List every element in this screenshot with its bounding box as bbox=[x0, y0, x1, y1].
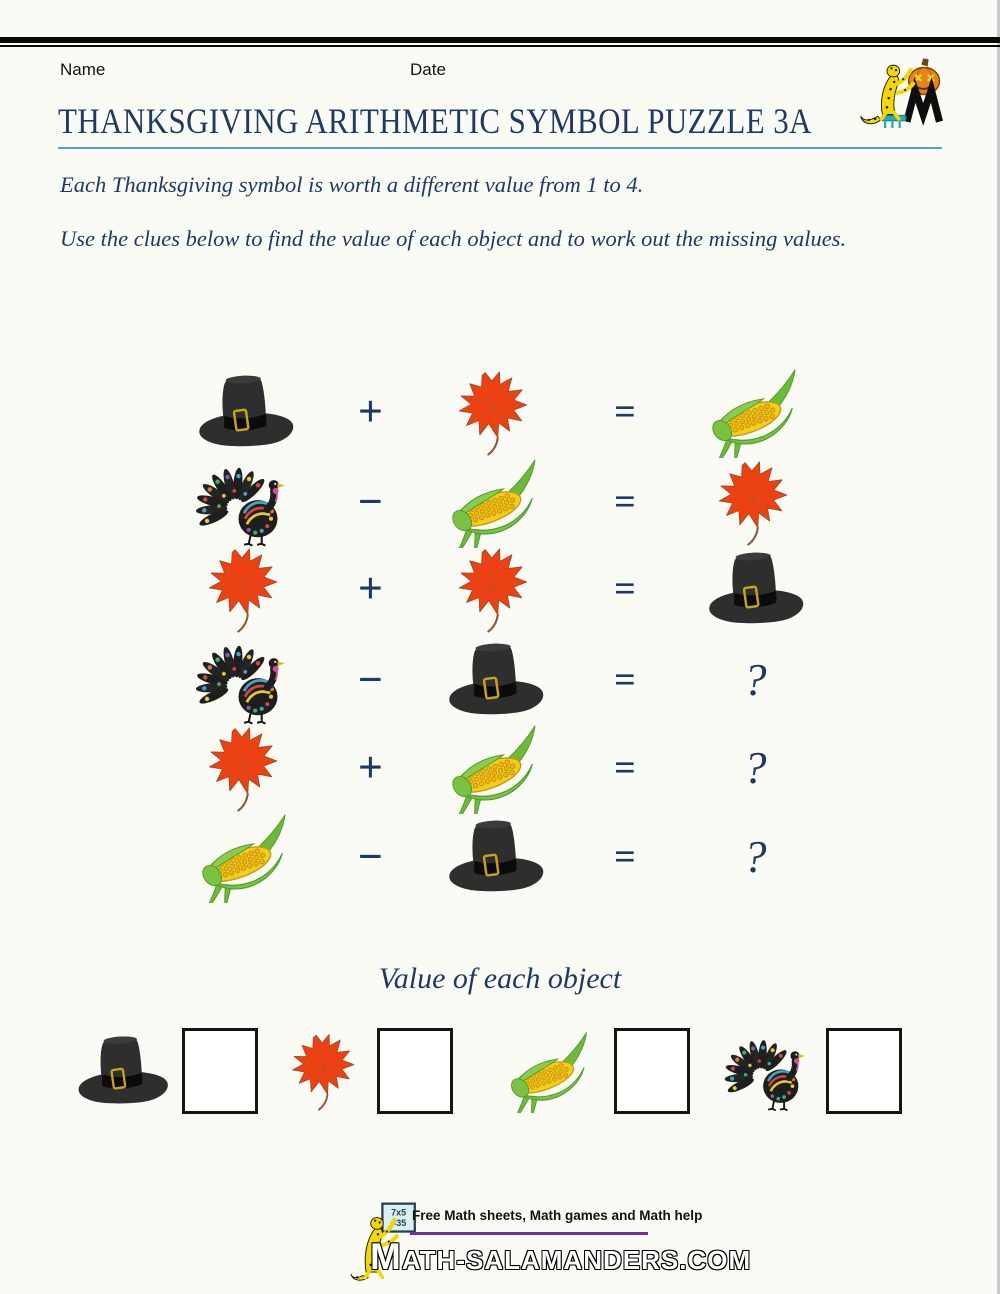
left-operand bbox=[198, 545, 292, 633]
math-salamanders-pumpkin-logo bbox=[858, 56, 944, 134]
pilgrim-hat-icon bbox=[192, 372, 298, 452]
pilgrim-hat-icon bbox=[72, 1033, 172, 1109]
operator-sign: − bbox=[356, 832, 384, 881]
operator-cell bbox=[356, 832, 384, 881]
site-name-rest: ATH-SALAMANDERS.COM bbox=[401, 1245, 752, 1275]
site-name-initial: M bbox=[370, 1236, 402, 1277]
left-operand bbox=[192, 372, 298, 452]
equals-cell bbox=[614, 749, 636, 787]
result-cell bbox=[696, 366, 814, 458]
equals-sign: = bbox=[614, 836, 636, 878]
operator-sign: + bbox=[357, 743, 383, 792]
result-cell bbox=[743, 654, 767, 705]
operator-sign: − bbox=[356, 655, 384, 704]
top-border-thin bbox=[0, 45, 1000, 47]
equals-cell bbox=[614, 483, 636, 521]
maple-leaf-icon bbox=[198, 545, 292, 633]
value-item-corn bbox=[496, 1028, 690, 1114]
value-section-title: Value of each object bbox=[378, 962, 622, 995]
equals-sign: = bbox=[614, 391, 636, 433]
value-item-maple-leaf bbox=[283, 1028, 453, 1114]
right-operand bbox=[448, 368, 542, 456]
instructions bbox=[60, 168, 860, 276]
title-underline bbox=[58, 147, 942, 149]
left-operand bbox=[186, 811, 304, 903]
equation-row-1 bbox=[170, 366, 830, 455]
value-answer-row bbox=[0, 1028, 1000, 1133]
question-mark: ? bbox=[743, 742, 767, 793]
turkey-icon bbox=[722, 1028, 816, 1114]
instruction-line-2: Use the clues below to find the value of each object and to work out the missing values. bbox=[60, 226, 847, 251]
site-name bbox=[370, 1236, 751, 1278]
value-item-pilgrim-hat bbox=[72, 1028, 258, 1114]
corn-icon bbox=[696, 366, 814, 458]
turkey-icon bbox=[193, 455, 297, 549]
result-cell bbox=[743, 742, 767, 793]
result-cell bbox=[743, 831, 767, 882]
name-label: Name bbox=[60, 60, 106, 79]
right-operand bbox=[448, 545, 542, 633]
footer-tagline: Free Math sheets, Math games and Math help bbox=[412, 1208, 703, 1223]
equals-cell bbox=[614, 393, 636, 431]
operator-cell bbox=[357, 743, 383, 792]
equals-cell bbox=[614, 838, 636, 876]
equals-sign: = bbox=[614, 747, 636, 789]
footer bbox=[350, 1192, 752, 1292]
maple-leaf-icon bbox=[448, 368, 542, 456]
operator-cell bbox=[357, 387, 383, 436]
equation-row-4 bbox=[170, 633, 830, 722]
pilgrim-hat-icon bbox=[702, 549, 808, 629]
maple-leaf-icon bbox=[198, 724, 292, 812]
question-mark: ? bbox=[743, 831, 767, 882]
result-cell bbox=[708, 458, 802, 546]
equals-cell bbox=[614, 567, 636, 610]
operator-cell bbox=[356, 477, 384, 526]
maple-leaf-icon bbox=[283, 1031, 367, 1111]
right-operand bbox=[436, 456, 554, 548]
answer-box-maple-leaf[interactable] bbox=[377, 1028, 453, 1114]
equals-cell bbox=[614, 661, 636, 699]
equals-sign: = bbox=[614, 567, 636, 610]
operator-sign: − bbox=[356, 477, 384, 526]
pilgrim-hat-icon bbox=[442, 817, 548, 897]
answer-box-turkey[interactable] bbox=[826, 1028, 902, 1114]
equation-row-3 bbox=[170, 544, 830, 633]
equation-row-2 bbox=[170, 455, 830, 544]
maple-leaf-icon bbox=[448, 545, 542, 633]
left-operand bbox=[198, 724, 292, 812]
corn-icon bbox=[436, 456, 554, 548]
equation-row-6 bbox=[170, 811, 830, 900]
answer-box-pilgrim-hat[interactable] bbox=[182, 1028, 258, 1114]
pilgrim-hat-icon bbox=[442, 640, 548, 720]
turkey-icon bbox=[193, 633, 297, 727]
equations-section bbox=[170, 366, 830, 900]
left-operand bbox=[193, 633, 297, 727]
footer-purple-rule bbox=[410, 1232, 648, 1235]
equals-sign: = bbox=[614, 481, 636, 523]
result-cell bbox=[702, 549, 808, 629]
date-label: Date bbox=[410, 60, 446, 79]
operator-sign: + bbox=[357, 563, 383, 613]
value-item-turkey bbox=[722, 1028, 902, 1114]
page-title: THANKSGIVING ARITHMETIC SYMBOL PUZZLE 3A bbox=[58, 101, 812, 141]
operator-sign: + bbox=[357, 387, 383, 436]
operator-cell bbox=[356, 655, 384, 704]
corn-icon bbox=[496, 1029, 604, 1113]
equation-row-5 bbox=[170, 722, 830, 811]
operator-cell bbox=[357, 563, 383, 613]
top-border-thick bbox=[0, 37, 1000, 43]
answer-box-corn[interactable] bbox=[614, 1028, 690, 1114]
instruction-line-1: Each Thanksgiving symbol is worth a different value from 1 to 4. bbox=[60, 172, 644, 197]
maple-leaf-icon bbox=[708, 458, 802, 546]
right-operand bbox=[442, 640, 548, 720]
corn-icon bbox=[186, 811, 304, 903]
question-mark: ? bbox=[743, 654, 767, 705]
equals-sign: = bbox=[614, 659, 636, 701]
right-operand bbox=[436, 722, 554, 814]
corn-icon bbox=[436, 722, 554, 814]
right-operand bbox=[442, 817, 548, 897]
left-operand bbox=[193, 455, 297, 549]
